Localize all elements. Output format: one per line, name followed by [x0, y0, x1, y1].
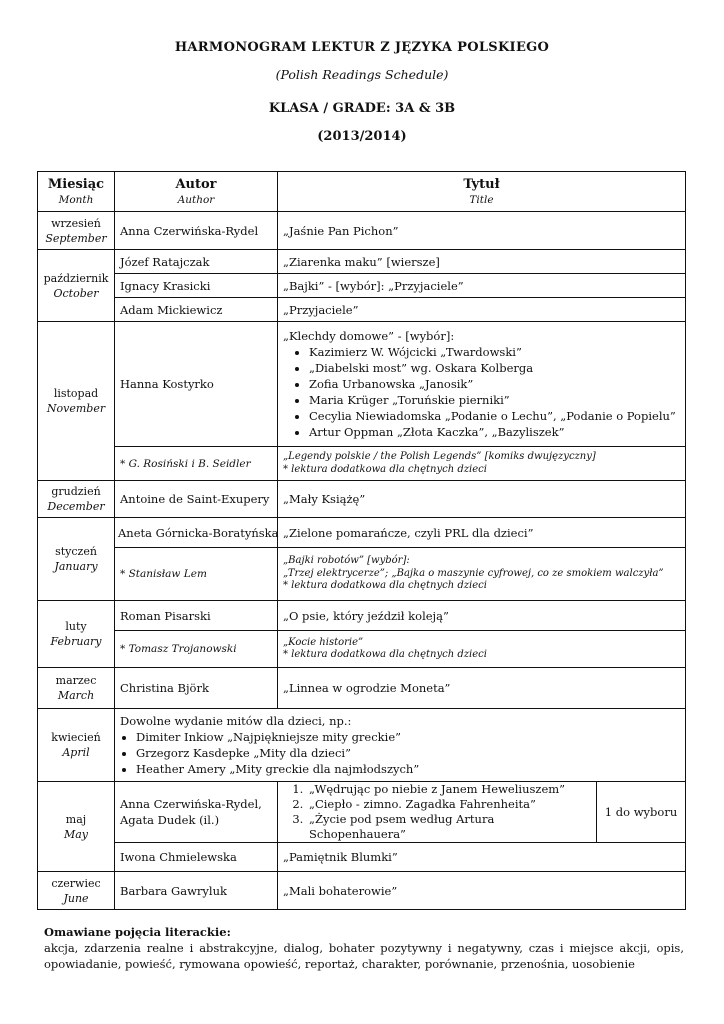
list-item: • Dimiter Inkiow „Najpiękniejsze mity greckie”	[136, 729, 680, 745]
author-cell: Józef Ratajczak	[115, 250, 278, 274]
title-cell: „Linnea w ogrodzie Moneta”	[278, 668, 686, 709]
table-row	[38, 709, 686, 782]
table-header-row	[38, 172, 686, 212]
month-cell-june	[38, 872, 115, 910]
month-name: grudzień	[51, 485, 101, 498]
month-name-english: October	[53, 286, 99, 300]
month-name-english: June	[63, 891, 89, 905]
column-header-translation: Title	[469, 193, 494, 206]
list-item: • Kazimierz W. Wójcicki „Twardowski”	[309, 344, 680, 360]
column-header-translation: Author	[177, 193, 215, 206]
author-cell: Roman Pisarski	[115, 601, 278, 631]
table-row	[38, 212, 686, 250]
month-name: maj	[65, 812, 87, 826]
column-header-month	[38, 172, 115, 212]
table-row	[38, 668, 686, 709]
list-item: • Maria Krüger „Toruńskie pierniki”	[309, 392, 680, 408]
literary-concepts-section	[44, 924, 684, 972]
column-header-author	[115, 172, 278, 212]
author-cell: Hanna Kostyrko	[115, 322, 278, 447]
table-row	[38, 250, 686, 274]
myths-list	[120, 729, 680, 777]
month-name: czerwiec	[51, 876, 101, 890]
author-cell: Barbara Gawryluk	[115, 872, 278, 910]
month-name: październik	[43, 271, 109, 285]
book-choice-list	[283, 782, 591, 842]
myths-cell	[115, 709, 686, 782]
author-cell: Ignacy Krasicki	[115, 274, 278, 298]
month-cell-january	[38, 518, 115, 601]
author-cell: * Tomasz Trojanowski	[115, 631, 278, 668]
month-cell-april	[38, 709, 115, 782]
author-cell	[115, 782, 278, 843]
document-title: HARMONOGRAM LEKTUR Z JĘZYKA POLSKIEGO	[174, 40, 550, 55]
month-name-english: January	[54, 560, 98, 573]
author-cell: Antoine de Saint-Exupery	[115, 481, 278, 518]
month-cell-february	[38, 601, 115, 668]
title-cell: „Mały Książę”	[278, 481, 686, 518]
concepts-text: akcja, zdarzenia realne i abstrakcyjne, dialog, bohater pozytywny i negatywny, czas i miejsce akcji, opis, opowiadanie, powieść, rymowana opowieść, reportaż, charakter, porównanie, przenośnia, uosobienie	[44, 941, 684, 971]
month-name: kwiecień	[51, 731, 101, 744]
month-name: marzec	[55, 674, 97, 687]
month-name-english: March	[57, 689, 95, 702]
grade-line: KLASA / GRADE: 3A & 3B	[268, 101, 456, 116]
optional-note: * lektura dodatkowa dla chętnych dzieci	[283, 580, 487, 592]
school-year: (2013/2014)	[317, 129, 407, 144]
month-name: styczeń	[55, 545, 97, 558]
title-cell: „Pamiętnik Blumki”	[278, 843, 686, 872]
list-item: 3. „Życie pod psem według Artura Schopenhauera”	[307, 812, 591, 842]
title-line: „Legendy polskie / the Polish Legends” [komiks dwujęzyczny]	[283, 451, 596, 462]
column-header-label: Miesiąc	[47, 176, 105, 192]
month-name-english: December	[47, 500, 105, 513]
author-cell: Iwona Chmielewska	[115, 843, 278, 872]
month-name: wrzesień	[51, 216, 101, 230]
month-cell-october	[38, 250, 115, 322]
author-name: Anna Czerwińska-Rydel,	[120, 797, 262, 811]
title-cell: „Zielone pomarańcze, czyli PRL dla dzieci”	[278, 518, 686, 548]
list-item: • Zofia Urbanowska „Janosik”	[309, 376, 680, 392]
table-row	[38, 548, 686, 601]
author-cell: Adam Mickiewicz	[115, 298, 278, 322]
title-cell: „O psie, który jeździł koleją”	[278, 601, 686, 631]
optional-note: * lektura dodatkowa dla chętnych dzieci	[283, 649, 487, 660]
column-header-label: Autor	[175, 176, 217, 192]
title-cell: „Ziarenka maku” [wiersze]	[278, 250, 686, 274]
month-name-english: April	[62, 746, 90, 759]
title-cell: „Jaśnie Pan Pichon”	[278, 212, 686, 250]
table-row	[38, 518, 686, 548]
legend-list	[283, 344, 680, 440]
collection-title: „Klechdy domowe” - [wybór]:	[283, 329, 455, 343]
month-cell-september	[38, 212, 115, 250]
month-cell-december	[38, 481, 115, 518]
myths-intro: Dowolne wydanie mitów dla dzieci, np.:	[120, 714, 352, 728]
table-row	[38, 481, 686, 518]
month-name: luty	[65, 620, 87, 633]
title-cell	[278, 631, 686, 668]
table-row	[38, 274, 686, 298]
table-row	[38, 872, 686, 910]
title-cell	[278, 548, 686, 601]
list-item: • Artur Oppman „Złota Kaczka”, „Bazyliszek”	[309, 424, 680, 440]
author-cell: Christina Björk	[115, 668, 278, 709]
list-item: • „Diabelski most” wg. Oskara Kolberga	[309, 360, 680, 376]
choice-note: 1 do wyboru	[597, 782, 686, 843]
table-row	[38, 631, 686, 668]
author-cell: Aneta Górnicka-Boratyńska	[115, 518, 278, 548]
month-name-english: February	[50, 635, 102, 648]
document-subtitle: (Polish Readings Schedule)	[275, 67, 449, 82]
illustrator-name: Agata Dudek (il.)	[120, 813, 220, 827]
author-cell: Anna Czerwińska-Rydel	[115, 212, 278, 250]
table-row	[38, 601, 686, 631]
title-cell: „Przyjaciele”	[278, 298, 686, 322]
schedule-table	[37, 171, 686, 910]
title-cell	[278, 782, 597, 843]
month-cell-november	[38, 322, 115, 481]
title-line: „Trzej elektrycerze”; „Bajka o maszynie cyfrowej, co ze smokiem walczyła”	[283, 567, 664, 579]
list-item: 2. „Ciepło - zimno. Zagadka Fahrenheita”	[307, 797, 591, 812]
table-row	[38, 843, 686, 872]
title-line: „Bajki robotów” [wybór]:	[283, 555, 410, 567]
optional-note: * lektura dodatkowa dla chętnych dzieci	[283, 463, 487, 475]
table-row	[38, 298, 686, 322]
month-cell-may	[38, 782, 115, 872]
section-heading: Omawiane pojęcia literackie:	[44, 925, 231, 939]
list-item: • Grzegorz Kasdepke „Mity dla dzieci”	[136, 745, 680, 761]
author-cell: * G. Rosiński i B. Seidler	[115, 447, 278, 481]
author-cell: * Stanisław Lem	[115, 548, 278, 601]
title-cell	[278, 322, 686, 447]
list-item: • Heather Amery „Mity greckie dla najmłodszych”	[136, 761, 680, 777]
month-name-english: November	[46, 402, 106, 415]
column-header-translation: Month	[58, 193, 94, 206]
list-item: 1. „Wędrując po niebie z Janem Heweliuszem”	[307, 782, 591, 797]
table-row	[38, 782, 686, 843]
title-cell	[278, 447, 686, 481]
column-header-label: Tytuł	[463, 176, 500, 192]
title-line: „Kocie historie”	[283, 636, 364, 648]
column-header-title	[278, 172, 686, 212]
table-row	[38, 322, 686, 447]
month-name-english: May	[63, 827, 89, 841]
table-row	[38, 447, 686, 481]
month-name-english: September	[45, 231, 107, 245]
month-cell-march	[38, 668, 115, 709]
month-name: listopad	[53, 387, 99, 400]
title-cell: „Bajki” - [wybór]: „Przyjaciele”	[278, 274, 686, 298]
title-cell: „Mali bohaterowie”	[278, 872, 686, 910]
list-item: • Cecylia Niewiadomska „Podanie o Lechu”, „Podanie o Popielu”	[309, 408, 680, 424]
